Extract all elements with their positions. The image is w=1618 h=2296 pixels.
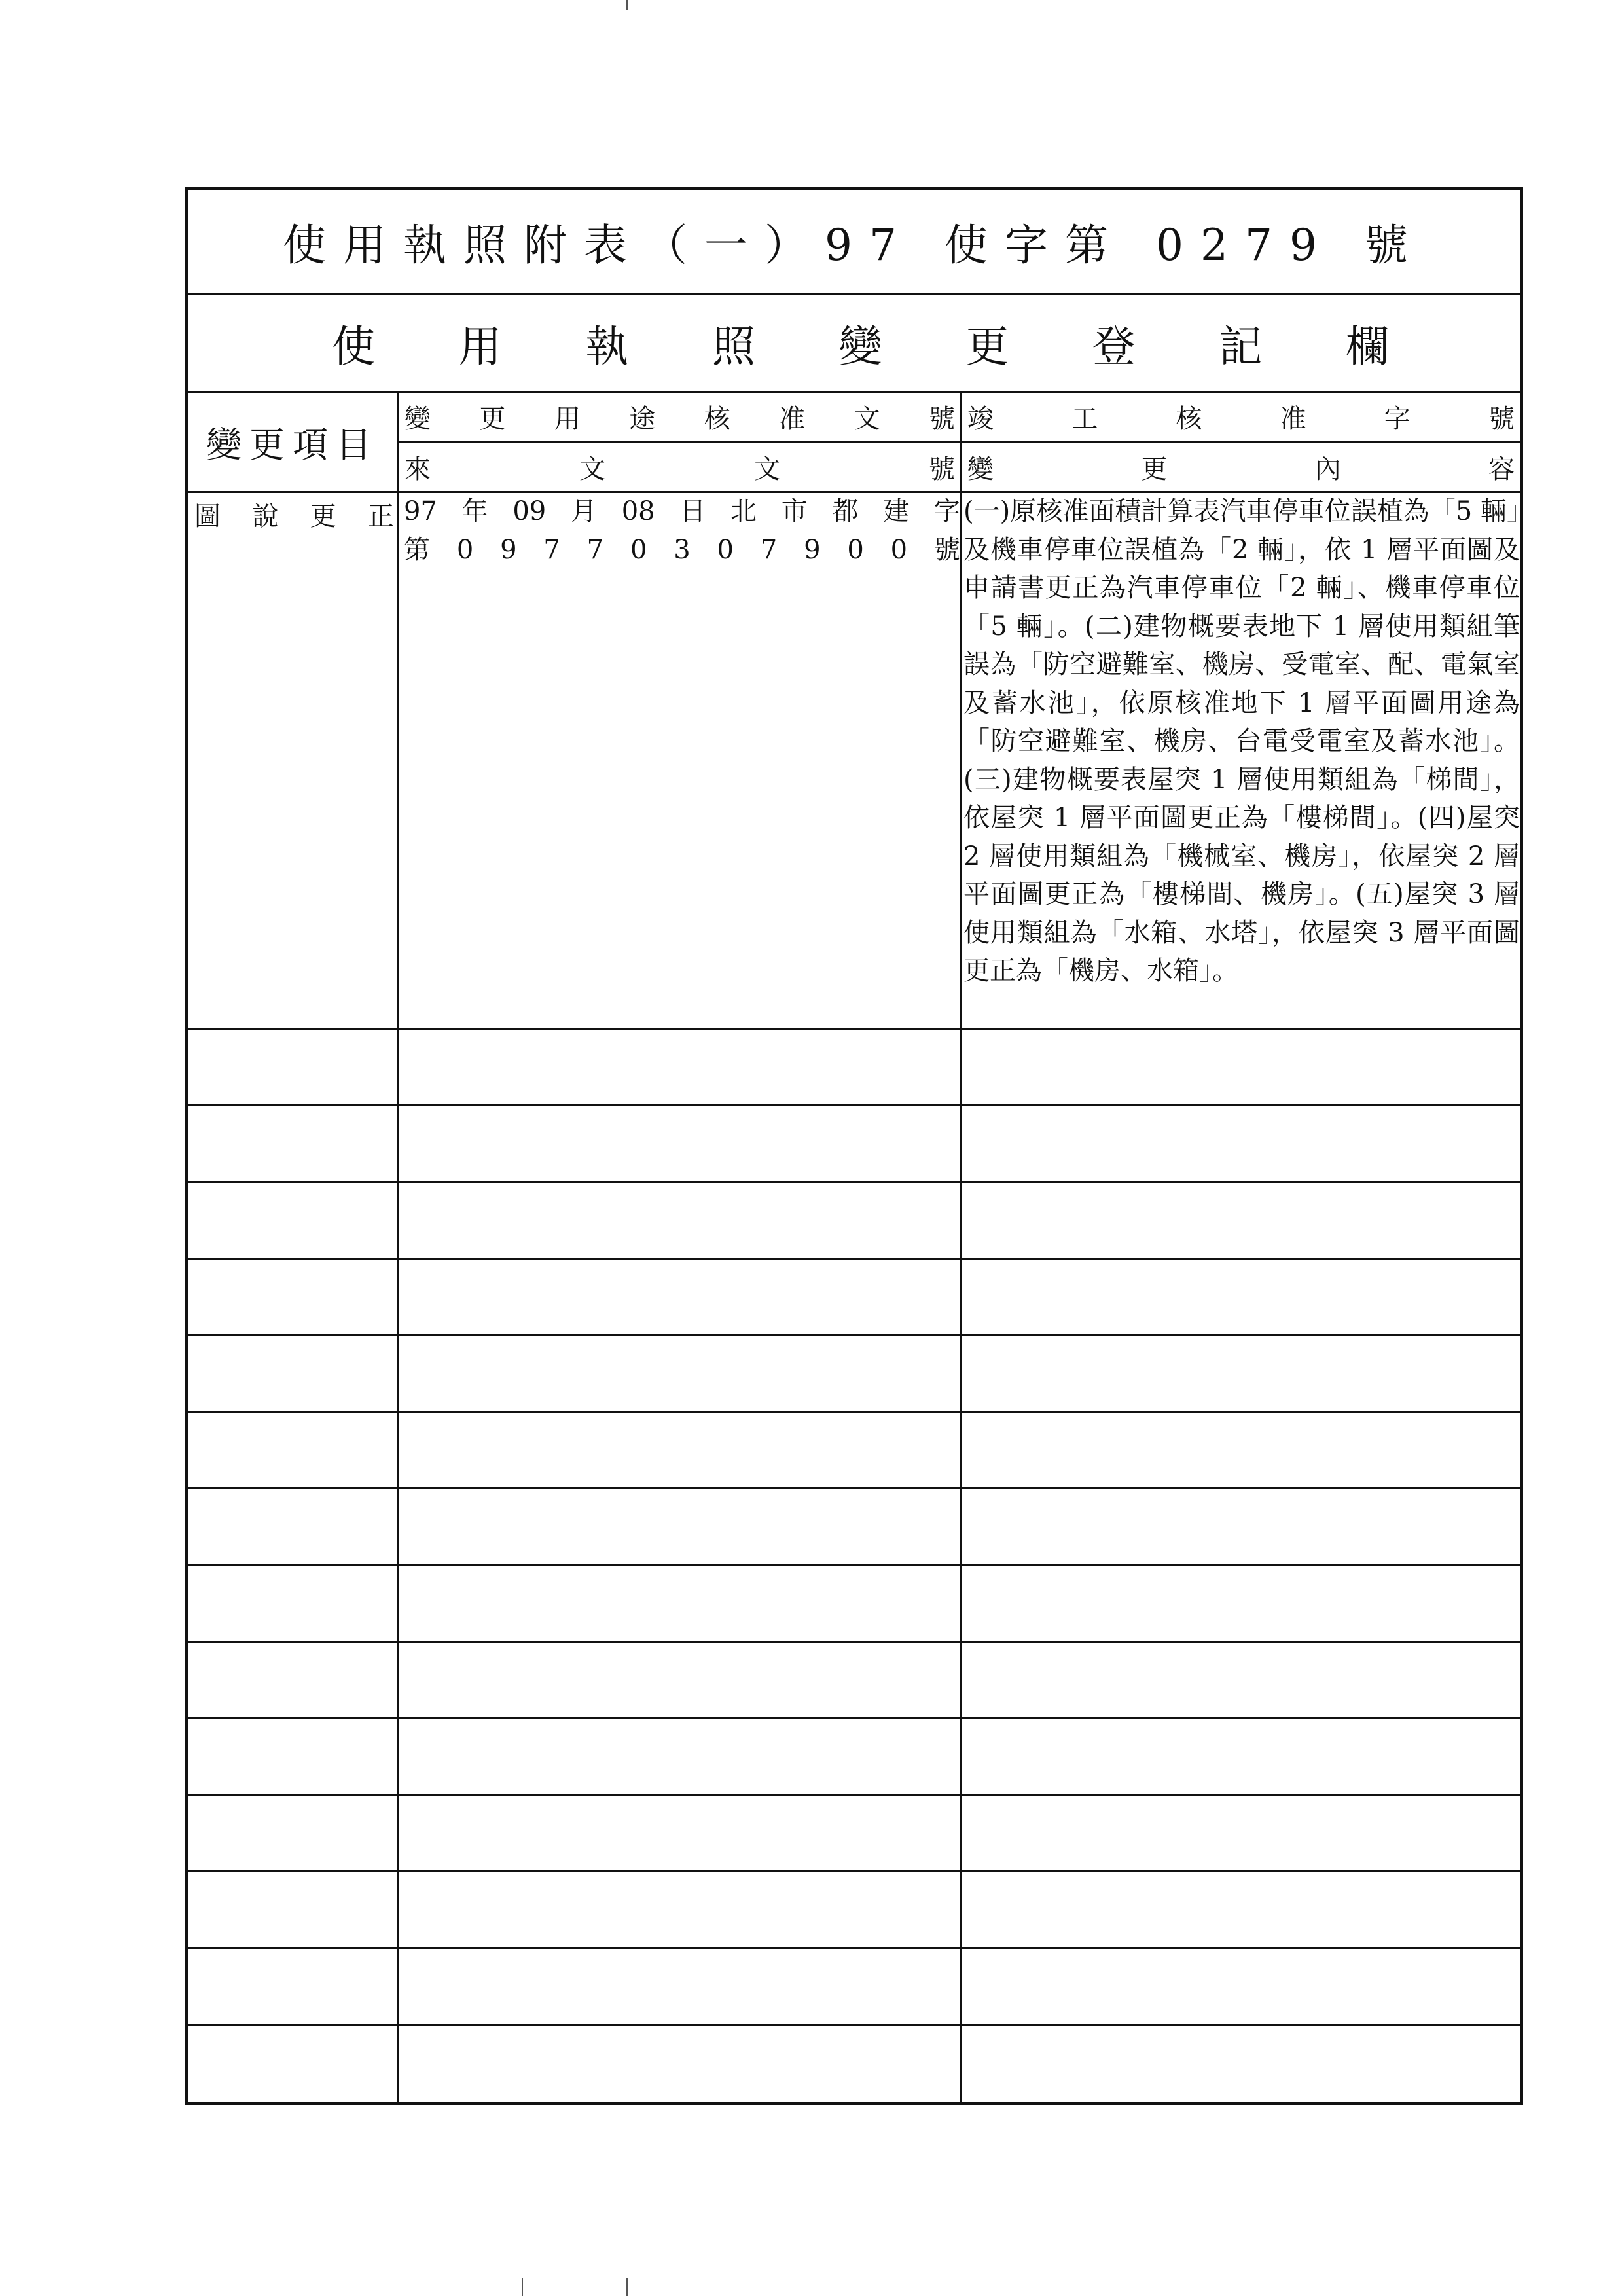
incoming-doc-line-1-char: 市 xyxy=(781,496,808,526)
change-item-char: 說 xyxy=(252,501,279,532)
incoming-doc-header-char: 文 xyxy=(579,454,605,484)
approval-doc-header-char: 准 xyxy=(779,404,806,434)
incoming-doc-line-1 xyxy=(404,492,960,531)
empty-row-divider xyxy=(188,1870,1520,1872)
section-title-char: 照 xyxy=(711,321,755,372)
change-content-cell: (一)原核准面積計算表汽車停車位誤植為「5 輛」及機車停車位誤植為「2 輛」，依 1 層平面圖及申請書更正為汽車停車位「2 輛」、機車停車位「5 輛」。(二)建物概要表地下 1 層使用類組筆誤為「防空避難室、機房、受電室、配、電氣室及蓄水池」，依原核准地下 1 層平面圖用途為「防空避難室、機房、台電受電室及蓄水池」。(三)建物概要表屋突 1 層使用類組為「梯間」，依屋突 1 層平面圖更正為「樓梯間」。(四)屋突 2 層使用類組為「機械室、機房」，依屋突 2 層平面圖更正為「樓梯間、機房」。(五)屋突 3 層使用類組為「水箱、水塔」，依屋突 3 層平面圖更正為「機房、水箱」。 xyxy=(963,496,1520,986)
incoming-doc-header xyxy=(399,443,960,491)
incoming-doc-line-2-char: 0 xyxy=(717,534,734,565)
approval-doc-header-char: 途 xyxy=(629,404,656,434)
approval-doc-header-char: 變 xyxy=(404,404,431,434)
change-item-char: 圖 xyxy=(194,501,221,532)
empty-row-divider xyxy=(188,1028,1520,1030)
empty-row-divider xyxy=(188,1258,1520,1260)
incoming-doc-line-1-char: 建 xyxy=(883,496,910,526)
incoming-doc-line-1-char: 都 xyxy=(832,496,859,526)
completion-approval-header-char: 號 xyxy=(1488,404,1515,434)
empty-row-divider xyxy=(188,1717,1520,1719)
completion-approval-header-char: 字 xyxy=(1384,404,1411,434)
scan-mark-top xyxy=(626,0,628,10)
empty-row-divider xyxy=(188,2024,1520,2026)
change-item-cell xyxy=(194,498,394,536)
section-title-char: 記 xyxy=(1219,321,1263,372)
approval-doc-header-char: 號 xyxy=(928,404,955,434)
empty-row-divider xyxy=(188,1564,1520,1566)
incoming-doc-line-2-char: 0 xyxy=(456,534,474,565)
incoming-doc-line-2-char: 0 xyxy=(630,534,647,565)
incoming-doc-line-2-char: 3 xyxy=(674,534,691,565)
empty-row-divider xyxy=(188,1334,1520,1336)
incoming-doc-line-2-char: 0 xyxy=(847,534,864,565)
column-divider-1 xyxy=(397,393,399,2105)
change-item-char: 更 xyxy=(310,501,336,532)
incoming-doc-line-1-char: 08 xyxy=(621,496,655,526)
completion-approval-header-char: 竣 xyxy=(967,404,994,434)
page-title: 使用執照附表（一）97 使字第 0279 號 xyxy=(283,220,1425,270)
approval-doc-header-char: 文 xyxy=(854,404,880,434)
change-item-char: 正 xyxy=(367,501,394,532)
title-row xyxy=(188,190,1520,295)
incoming-doc-line-1-char: 日 xyxy=(679,496,706,526)
empty-row-divider xyxy=(188,1487,1520,1489)
completion-approval-header-char: 工 xyxy=(1071,404,1098,434)
incoming-doc-line-2-char: 9 xyxy=(500,534,517,565)
incoming-doc-line-2-char: 號 xyxy=(933,534,960,565)
incoming-doc-line-1-char: 字 xyxy=(933,496,960,526)
approval-doc-header xyxy=(399,393,960,441)
section-title-char: 執 xyxy=(585,321,629,372)
change-content-header-char: 容 xyxy=(1488,454,1515,484)
incoming-doc-header-char: 來 xyxy=(404,454,431,484)
empty-row-divider xyxy=(188,1794,1520,1796)
approval-doc-header-char: 用 xyxy=(554,404,581,434)
incoming-doc-line-1-char: 09 xyxy=(512,496,547,526)
section-title-char: 用 xyxy=(458,321,502,372)
incoming-doc-line-1-char: 97 xyxy=(404,496,437,526)
subtitle-row xyxy=(188,295,1520,393)
incoming-doc-line-2-char: 第 xyxy=(404,534,430,565)
incoming-doc-header-char: 文 xyxy=(754,454,780,484)
incoming-doc-line-2-char: 0 xyxy=(890,534,908,565)
completion-approval-header xyxy=(962,393,1520,441)
incoming-doc-header-char: 號 xyxy=(929,454,955,484)
registration-form xyxy=(185,187,1523,2105)
scan-mark-bottom-1 xyxy=(522,2278,523,2296)
approval-doc-header-char: 核 xyxy=(704,404,730,434)
section-title xyxy=(188,295,1520,391)
change-item-value xyxy=(194,498,394,536)
incoming-doc-line-2-char: 7 xyxy=(543,534,560,565)
section-title-char: 更 xyxy=(965,321,1009,372)
section-title-char: 登 xyxy=(1092,321,1136,372)
empty-row-divider xyxy=(188,1181,1520,1183)
incoming-doc-line-1-char: 北 xyxy=(730,496,757,526)
incoming-doc-line-2 xyxy=(404,531,960,570)
approval-doc-header-char: 更 xyxy=(479,404,506,434)
empty-row-divider xyxy=(188,1641,1520,1643)
change-item-header: 變更項目 xyxy=(206,424,379,465)
incoming-doc-line-1-char: 月 xyxy=(570,496,597,526)
change-content-header-char: 內 xyxy=(1314,454,1341,484)
empty-row-divider xyxy=(188,1104,1520,1106)
completion-approval-header-char: 核 xyxy=(1176,404,1202,434)
completion-approval-header-char: 准 xyxy=(1280,404,1306,434)
scan-mark-bottom-2 xyxy=(626,2278,628,2296)
empty-row-divider xyxy=(188,1411,1520,1413)
incoming-doc-cell xyxy=(404,492,960,569)
incoming-doc-line-2-char: 7 xyxy=(586,534,604,565)
column-divider-2 xyxy=(960,393,962,2105)
incoming-doc-line-1-char: 年 xyxy=(461,496,488,526)
section-title-char: 變 xyxy=(838,321,882,372)
change-content-header-char: 變 xyxy=(967,454,994,484)
empty-row-divider xyxy=(188,1947,1520,1949)
incoming-doc-line-2-char: 9 xyxy=(804,534,821,565)
section-title-char: 使 xyxy=(332,321,375,372)
change-content-header xyxy=(962,443,1520,491)
incoming-doc-line-2-char: 7 xyxy=(760,534,778,565)
section-title-char: 欄 xyxy=(1346,321,1389,372)
change-content-header-char: 更 xyxy=(1141,454,1168,484)
